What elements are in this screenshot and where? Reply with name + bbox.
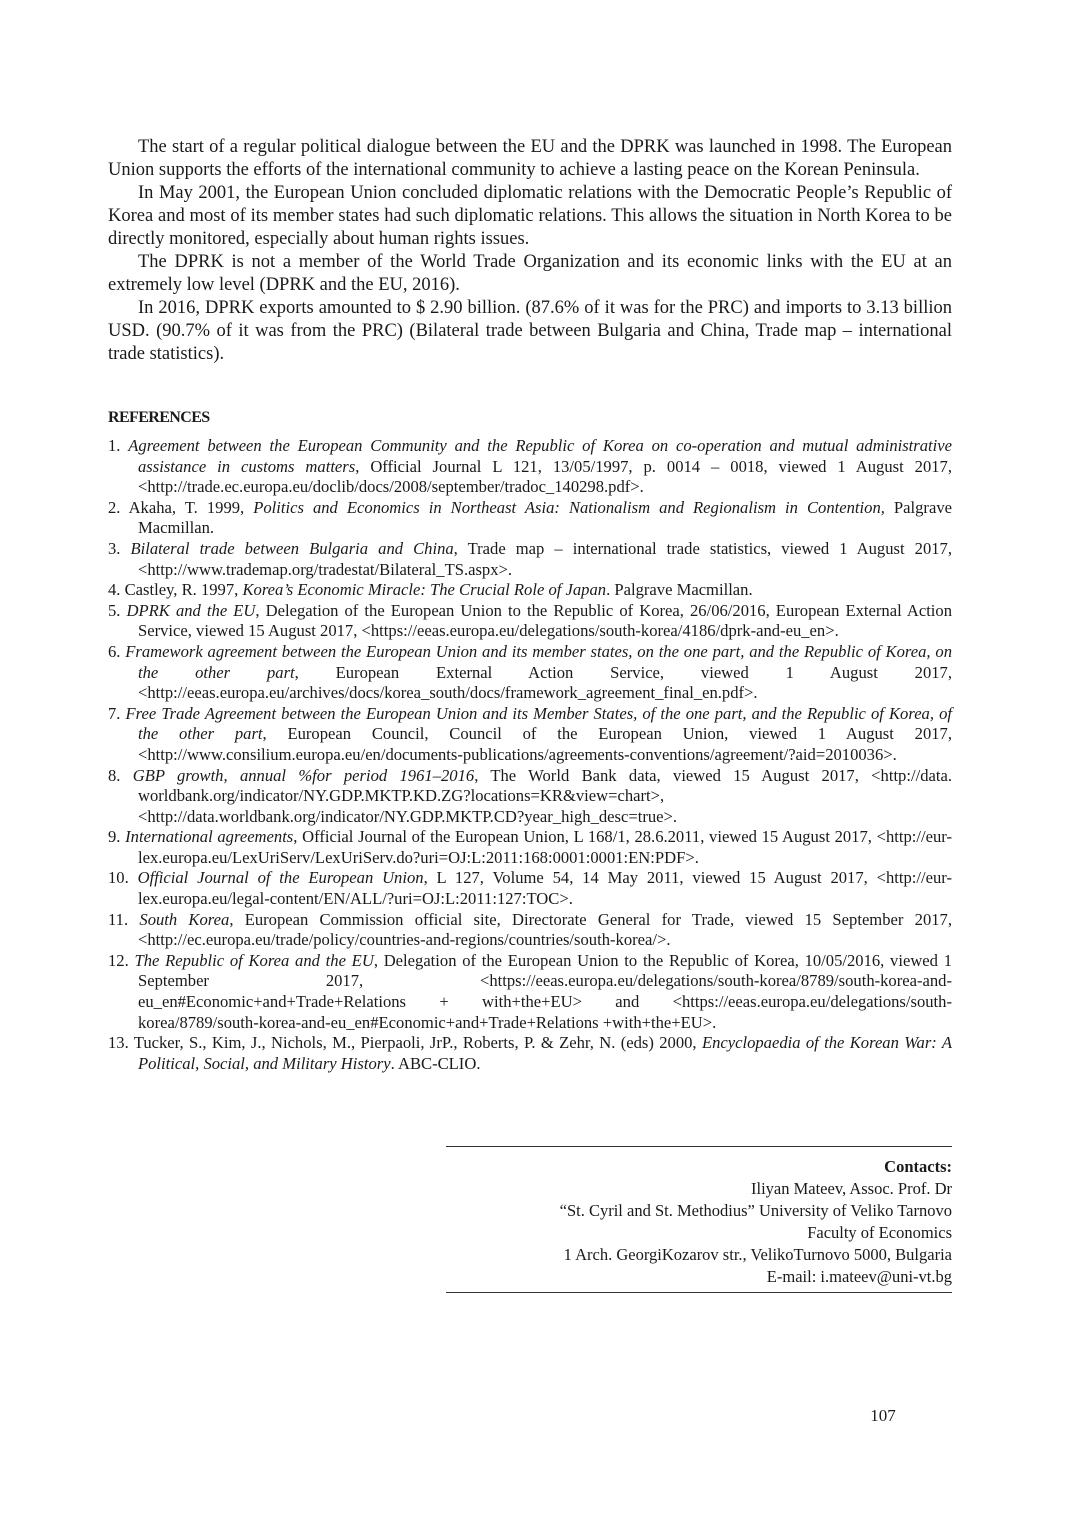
contact-name: Iliyan Mateev, Assoc. Prof. Dr [750,1179,952,1198]
contacts-heading: Contacts: [884,1157,952,1176]
contacts-divider-top [446,1146,952,1147]
paragraph: In 2016, DPRK exports amounted to $ 2.90 billion. (87.6% of it was for the PRC) and imports to 3.13 billion USD. (90.7% of it was from the PRC) (Bilateral trade between Bulgaria and China, Trade map – international trade statistics). [108,298,952,364]
reference-item: 10. Official Journal of the European Union, L 127, Volume 54, 14 May 2011, viewed 15 August 2017, <http://eur-lex.europa.eu/legal-content/EN/ALL/?uri=OJ:L:2011:127:TOC>. [108,868,952,909]
reference-item: 5. DPRK and the EU, Delegation of the European Union to the Republic of Korea, 26/06/2016, European External Action Service, viewed 15 August 2017, <https://eeas.europa.eu/delegations/south-korea/4186/dprk-and-eu_en>. [108,600,953,641]
page-number: 107 [870,1406,896,1425]
reference-item: 11. South Korea, European Commission official site, Directorate General for Trade, viewed 15 September 2017, <http://ec.europa.eu/trade/policy/countries-and-regions/countries/south-korea/>. [108,909,952,950]
paragraph: The start of a regular political dialogue between the EU and the DPRK was launched in 1998. The European Union supports the efforts of the international community to achieve a lasting peace on the Korean Peninsula. [108,137,952,180]
reference-item: 1. Agreement between the European Community and the Republic of Korea on co-operation and mutual administrative assistance in customs matters, Official Journal L 121, 13/05/1997, p. 0014 – 0018, viewed 1 August 2017, <http://trade.ec.europa.eu/doclib/docs/2008/september/tradoc_140298.pdf>. [108,436,952,497]
paragraph: In May 2001, the European Union concluded diplomatic relations with the Democratic People’s Republic of Korea and most of its member states had such diplomatic relations. This allows the situation in North Korea to be directly monitored, especially about human rights issues. [108,183,952,249]
reference-item: 2. Akaha, T. 1999, Politics and Economics in Northeast Asia: Nationalism and Regionalism in Contention, Palgrave Macmillan. [108,497,952,538]
reference-item: 9. International agreements, Official Journal of the European Union, L 168/1, 28.6.2011, viewed 15 August 2017, <http://eur-lex.europa.eu/LexUriServ/LexUriServ.do?uri=OJ:L:2011:168:0001:0001:EN:PDF>. [108,827,953,867]
contacts-divider-bottom [446,1292,952,1293]
reference-item: 8. GBP growth, annual %for period 1961–2016, The World Bank data, viewed 15 August 2017, <http://data. worldbank.org/indicator/NY.GDP.MKTP.KD.ZG?locations=KR&view=chart>, <http://data.worldbank.org/indicator/NY.GDP.MKTP.CD?year_high_desc=true>. [108,765,952,826]
contacts-block [446,1156,952,1288]
references-list [108,436,952,1074]
contact-address: 1 Arch. GeorgiKozarov str., VelikoTurnovo 5000, Bulgaria [563,1245,952,1264]
contact-university: “St. Cyril and St. Methodius” University of Veliko Tarnovo [559,1201,952,1220]
contact-faculty: Faculty of Economics [807,1223,952,1242]
reference-item: 3. Bilateral trade between Bulgaria and China, Trade map – international trade statistics, viewed 1 August 2017, <http://www.trademap.org/tradestat/Bilateral_TS.aspx>. [108,538,952,579]
reference-item: 7. Free Trade Agreement between the European Union and its Member States, of the one part, and the Republic of Korea, of the other part, European Council, Council of the European Union, viewed 1 August 2017, <http://www.consilium.europa.eu/en/documents-publications/agreements-conventions/agreement/?aid=2010036>. [108,703,952,764]
reference-item: 12. The Republic of Korea and the EU, Delegation of the European Union to the Republic of Korea, 10/05/2016, viewed 1 September 2017, <https://eeas.europa.eu/delegations/south-korea/8789/south-korea-and-eu_en#Economic+and+Trade+Relations + with+the+EU> and <https://eeas.europa.eu/delegations/south-korea/8789/south-korea-and-eu_en#Economic+and+Trade+Relations +with+the+EU>. [108,950,952,1032]
reference-item: 6. Framework agreement between the European Union and its member states, on the one part, and the Republic of Korea, on the other part, European External Action Service, viewed 1 August 2017, <http://eeas.europa.eu/archives/docs/korea_south/docs/framework_agreement_final_en.pdf>. [108,641,952,703]
body-text [108,136,952,366]
references-heading: REFERENCES [108,409,210,426]
reference-item: 4. Castley, R. 1997, Korea’s Economic Miracle: The Crucial Role of Japan. Palgrave Macmillan. [108,580,753,600]
reference-item: 13. Tucker, S., Kim, J., Nichols, M., Pierpaoli, JrP., Roberts, P. & Zehr, N. (eds) 2000, Encyclopaedia of the Korean War: A Political, Social, and Military History. ABC-CLIO. [108,1033,952,1073]
paragraph: The DPRK is not a member of the World Trade Organization and its economic links with the EU at an extremely low level (DPRK and the EU, 2016). [108,252,952,295]
contact-email: E-mail: i.mateev@uni-vt.bg [766,1267,952,1286]
